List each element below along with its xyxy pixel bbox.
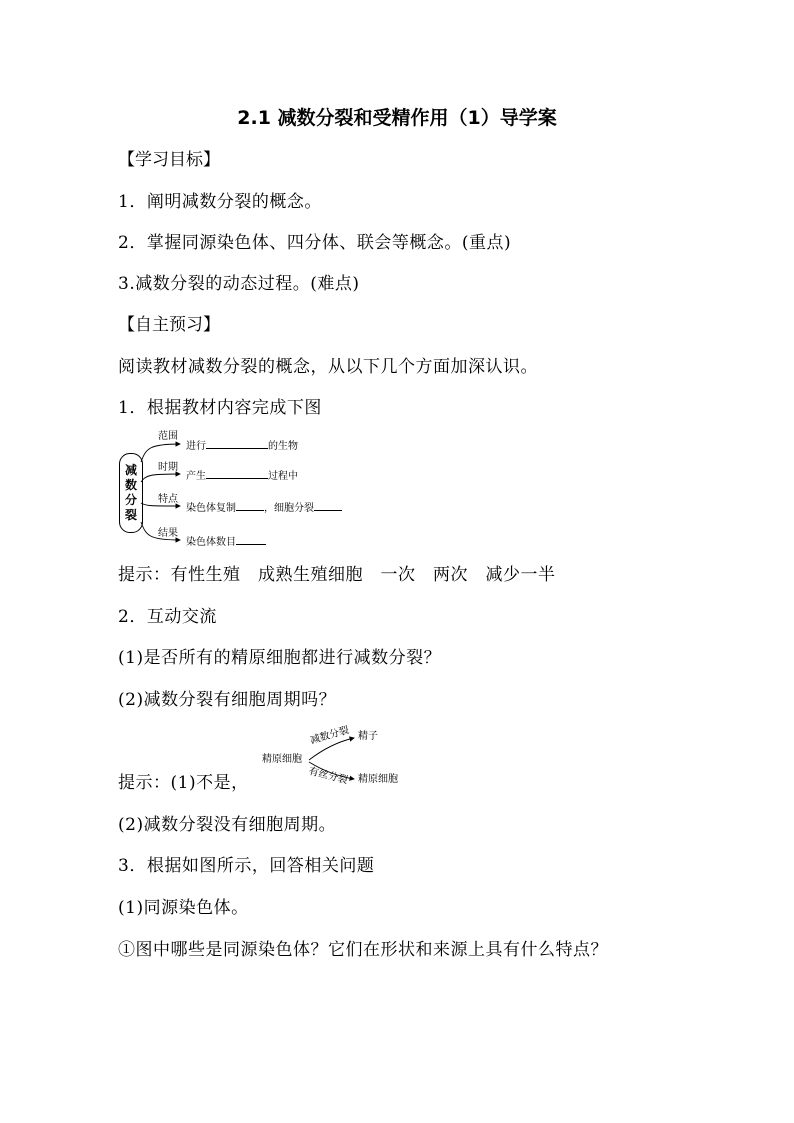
question-3-1: (1)同源染色体。	[118, 898, 249, 918]
preview-heading: 【自主预习】	[118, 315, 220, 335]
question-2: 2．互动交流	[118, 607, 217, 627]
preview-intro: 阅读教材减数分裂的概念，从以下几个方面加深认识。	[118, 357, 538, 377]
diagram-upper-target: 精子	[358, 731, 378, 742]
hint-1: 提示：有性生殖 成熟生殖细胞 一次 两次 减少一半	[118, 565, 556, 585]
branch-label-result: 结果	[158, 528, 178, 539]
question-2-1: (1)是否所有的精原细胞都进行减数分裂？	[118, 648, 442, 668]
goal-item-1: 1．阐明减数分裂的概念。	[118, 192, 322, 212]
branch-text-period: 产生 过程中	[186, 471, 298, 482]
diagram-lower-label: 有丝分裂	[307, 766, 349, 787]
question-2-2: (2)减数分裂有细胞周期吗？	[118, 690, 337, 710]
branch-label-feature: 特点	[158, 494, 178, 505]
branch-text-feature: 染色体复制 ，细胞分裂	[186, 501, 342, 515]
diagram-upper-label: 减数分裂	[309, 724, 351, 747]
branch-text-result: 染色体数目	[186, 535, 266, 549]
diagram-lower-target: 精原细胞	[358, 774, 398, 785]
question-1: 1．根据教材内容完成下图	[118, 398, 322, 418]
question-3: 3．根据如图所示，回答相关问题	[118, 856, 375, 876]
diagram-source: 精原细胞	[262, 754, 302, 765]
page-title: 2.1 减数分裂和受精作用（1）导学案	[237, 107, 557, 129]
hint-2b: (2)减数分裂没有细胞周期。	[118, 815, 337, 835]
branch-text-range: 进行 的生物	[186, 441, 298, 452]
goal-item-2: 2．掌握同源染色体、四分体、联会等概念。(重点)	[118, 233, 512, 253]
branch-label-range: 范围	[158, 431, 178, 442]
branch-label-period: 时期	[158, 462, 178, 473]
learning-goals-heading: 【学习目标】	[118, 150, 220, 170]
mindmap-center: 减 数 分 裂	[119, 453, 143, 533]
goal-item-3: 3.减数分裂的动态过程。(难点)	[118, 274, 360, 294]
hint-2: 提示：(1)不是，	[118, 773, 249, 793]
question-3-1a: ①图中哪些是同源染色体？它们在形状和来源上具有什么特点？	[118, 940, 608, 960]
